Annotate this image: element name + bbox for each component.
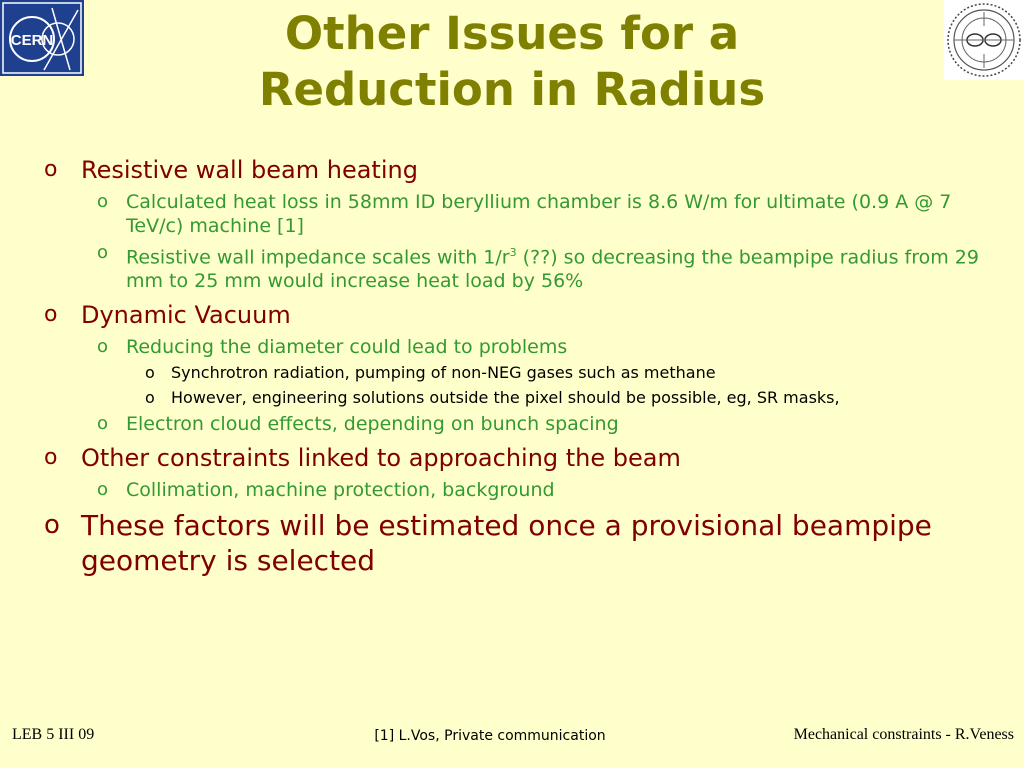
bullet-text-pre: Resistive wall impedance scales with 1/r	[126, 246, 510, 269]
bullet-marker: o	[145, 363, 155, 383]
bullet-text: Calculated heat loss in 58mm ID beryllium chamber is 8.6 W/m for ultimate (0.9 A @ 7 TeV/c) machine [1]	[126, 191, 952, 237]
bullet-factors-estimated	[44, 508, 1004, 578]
bullet-marker: o	[97, 336, 109, 358]
sub-sub-bullet-engineering	[145, 387, 1004, 409]
sub-bullet-electron-cloud	[97, 412, 1004, 436]
superscript: 3	[509, 246, 517, 259]
bullet-marker: o	[44, 510, 60, 541]
sub-sub-bullet-synchrotron	[145, 362, 1004, 384]
bullet-text: Other constraints linked to approaching the beam	[81, 444, 681, 473]
bullet-marker: o	[97, 479, 109, 501]
bullet-text: Resistive wall beam heating	[81, 156, 418, 184]
title-line-2: Reduction in Radius	[258, 63, 766, 116]
bullet-text: However, engineering solutions outside the pixel should be possible, eg, SR masks,	[171, 388, 840, 408]
sub-bullet-diameter	[97, 335, 1004, 359]
bullet-text-post: (??) so decreasing the beampipe radius from 29 mm to 25 mm would increase heat load by 56%	[126, 246, 979, 293]
bullet-marker: o	[97, 191, 109, 212]
bullet-dynamic-vacuum	[44, 299, 1004, 331]
footer-author: Mechanical constraints - R.Veness	[793, 726, 1014, 743]
bullet-marker: o	[145, 388, 155, 408]
cern-logo-text: CERN	[10, 32, 54, 49]
bullet-text: Reducing the diameter could lead to problems	[126, 336, 568, 359]
bullet-marker: o	[44, 302, 58, 328]
bullet-marker: o	[44, 157, 58, 182]
bullet-other-constraints	[44, 442, 1004, 474]
bullet-text: These factors will be estimated once a provisional beampipe geometry is selected	[81, 509, 932, 578]
title-line-1: Other Issues for a	[284, 7, 740, 60]
bullet-marker: o	[97, 242, 109, 263]
bullet-text: Dynamic Vacuum	[81, 301, 291, 330]
sub-bullet-impedance	[97, 241, 1004, 293]
slide-title	[0, 6, 1024, 118]
bullet-resistive-wall-heating	[44, 154, 1004, 186]
bullet-text: Electron cloud effects, depending on bunch spacing	[126, 413, 619, 436]
footer-reference: [1] L.Vos, Private communication	[374, 728, 606, 744]
bullet-text: Synchrotron radiation, pumping of non-NEG gases such as methane	[171, 363, 716, 383]
bullet-marker: o	[44, 445, 58, 471]
bullet-list	[44, 154, 1004, 582]
bullet-marker: o	[97, 413, 109, 435]
footer-date: LEB 5 III 09	[12, 726, 95, 743]
bullet-text: Collimation, machine protection, background	[126, 479, 555, 502]
sub-bullet-heat-loss	[97, 190, 1004, 238]
sub-bullet-collimation	[97, 478, 1004, 502]
